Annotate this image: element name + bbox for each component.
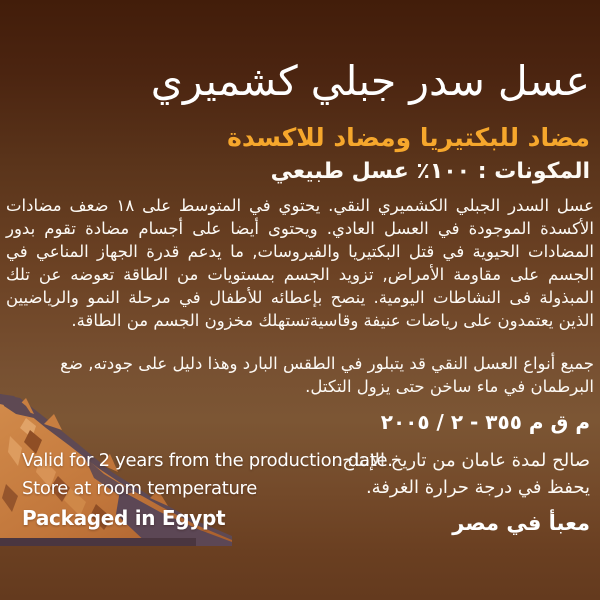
standard-code: م ق م ٣٥٥ - ٢ / ٢٠٠٥ <box>380 410 590 434</box>
product-description: عسل السدر الجبلي الكشميري النقي. يحتوي في المتوسط على ١٨ ضعف مضادات الأكسدة الموجودة في العسل العادي. ويحتوى أيضا على أجسام مضادة تقوم بدور المضادات الحيوية في قتل البكتيريا والفيروسات, ما يدعم قدرة الجهاز المناعي في الجسم على مقاومة الأمراض, تزويد الجسم بمستويات من الطاقة تعوضه عن تلك المبذولة فى النشاطات اليومية. ينصح بإعطائه للأطفال في مرحلة النمو والرياضيين الذين يعتمدون على رياضات عنيفة وقاسيةتستهلك مخزون الجسم من الطاقة. <box>6 196 594 331</box>
footer-english <box>22 447 393 534</box>
product-subtitle: مضاد للبكتيريا ومضاد للاكسدة <box>227 123 590 152</box>
footer-en-validity: Valid for 2 years from the production date. <box>22 450 393 471</box>
crystallization-note: جميع أنواع العسل النقي قد يتبلور في الطقس البارد وهذا دليل على جودته, ضع البرطمان في ماء ساخن حتى يزول التكتل. <box>60 354 594 397</box>
footer-ar-storage: يحفظ في درجة حرارة الغرفة. <box>365 477 590 498</box>
footer-ar-packaged: معبأ في مصر <box>452 511 590 535</box>
footer-en-storage: Store at room temperature <box>22 477 258 499</box>
ingredients-line: المكونات : ١٠٠٪ عسل طبيعي <box>270 159 590 184</box>
footer-en-packaged: Packaged in Egypt <box>22 505 226 530</box>
product-title: عسل سدر جبلي كشميري <box>150 57 590 105</box>
footer-ar-validity: صالح لمدة عامان من تاريخ الإنتاج. <box>336 450 590 471</box>
